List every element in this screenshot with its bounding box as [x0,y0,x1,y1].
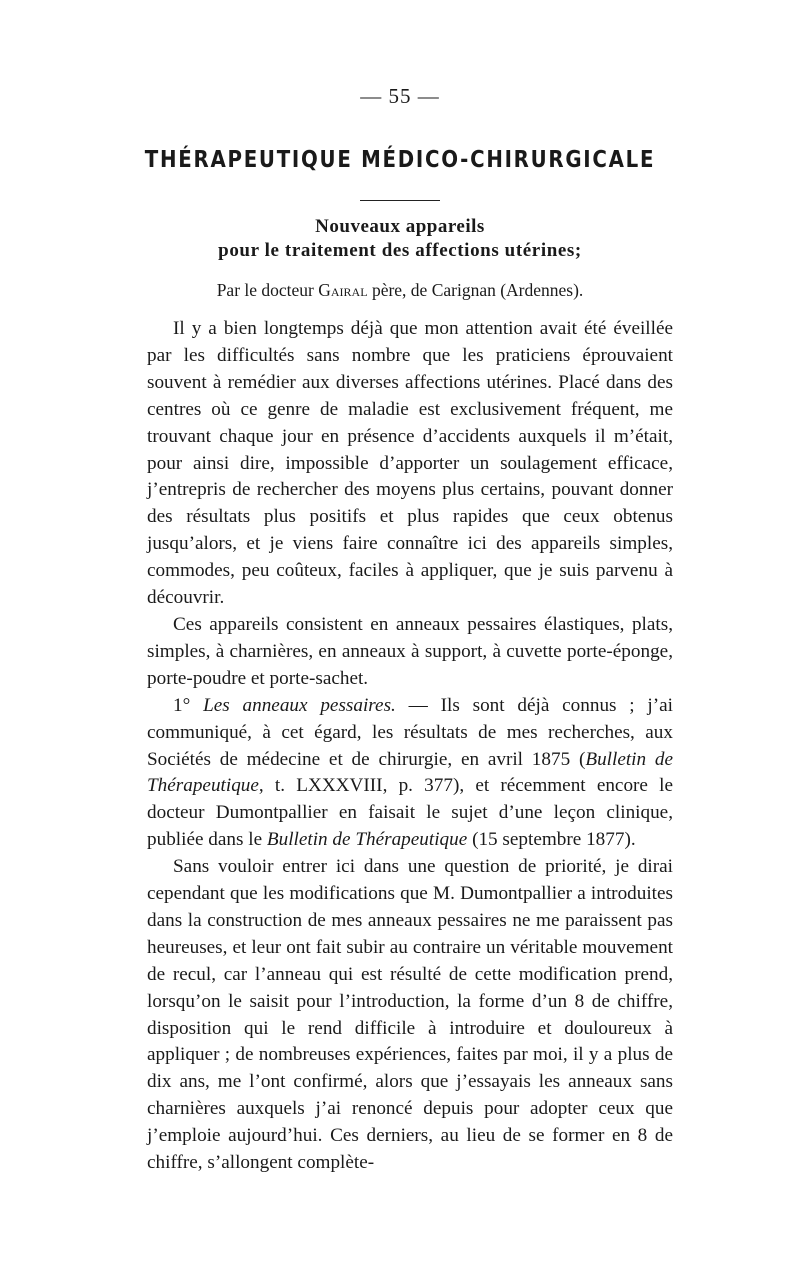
byline-suffix: père, de Carignan (Ardennes). [367,280,584,300]
body-text [147,310,673,1177]
byline-author: Gairal [318,280,368,300]
article-title-line-1: Nouveaux appareils [315,216,485,237]
paragraph-3-text-a: — Ils sont déjà connus ; j’ai communiqué, à cet égard, les résultats de mes recherches, aux Sociétés de médecine et de chirurgie, en avril 1875 ( [147,694,673,770]
byline [0,280,800,301]
paragraph-3 [147,693,673,854]
paragraph-1: Il y a bien longtemps déjà que mon attention avait été éveillée par les difficultés sans nombre que les praticiens éprouvaient souvent à remédier aux diverses affections utérines. Placé dans des centres où ce genre de maladie est exclusivement fréquent, me trouvant chaque jour en présence d’accidents auxquels il m’était, pour ainsi dire, impossible d’apporter un soulagement efficace, j’entrepris de rechercher des moyens plus certains, pouvant donner des résultats plus positifs et plus rapides que ceux obtenus jusqu’alors, et je viens faire connaître ici des appareils simples, commodes, peu coûteux, faciles à appliquer, que je suis parvenu à découvrir. [147,318,673,609]
paragraph-3-heading: Les anneaux pessaires. [203,694,396,716]
paragraph-2: Ces appareils consistent en anneaux pessaires élastiques, plats, simples, à charnières, en anneaux à support, à cuvette porte-éponge, porte-poudre et porte-sachet. [147,613,673,689]
article-title-line-2: pour le traitement des affections utérines; [218,240,582,261]
paragraph-3-text-c: (15 septembre 1877). [467,829,636,851]
paragraph-3-text-b: , t. LXXXVIII, p. 377), et récemment encore le docteur Dumontpallier en faisait le sujet d’une leçon clinique, publiée dans le [147,775,673,851]
paragraph-3-citation-2: Bulletin de Thérapeutique [266,829,468,851]
section-title: THÉRAPEUTIQUE MÉDICO-CHIRURGICALE [144,147,656,173]
paragraph-3-citation-1: Bulletin de Thérapeutique [147,748,674,797]
paragraph-4: Sans vouloir entrer ici dans une question de priorité, je dirai cependant que les modifications que M. Dumontpallier a introduites dans la construction de mes anneaux pessaires ne me paraissent pas heureuses, et leur ont fait subir au contraire un véritable mouvement de recul, car l’anneau qui est résulté de cette modification prend, lorsqu’on le saisit pour l’introduction, la forme d’un 8 de chiffre, disposition qui le rend difficile à introduire et douloureux à appliquer ; de nombreuses expériences, faites par moi, il y a plus de dix ans, me l’ont confirmé, alors que j’essayais les anneaux sans charnières auxquels j’ai renoncé depuis pour adopter ceux que j’emploie aujourd’hui. Ces derniers, au lieu de se former en 8 de chiffre, s’allongent complète- [147,856,673,1174]
page-number: — 55 — [360,84,440,108]
paragraph-3-number: 1° [173,694,204,716]
title-divider [360,200,440,201]
byline-prefix: Par le docteur [216,280,319,300]
